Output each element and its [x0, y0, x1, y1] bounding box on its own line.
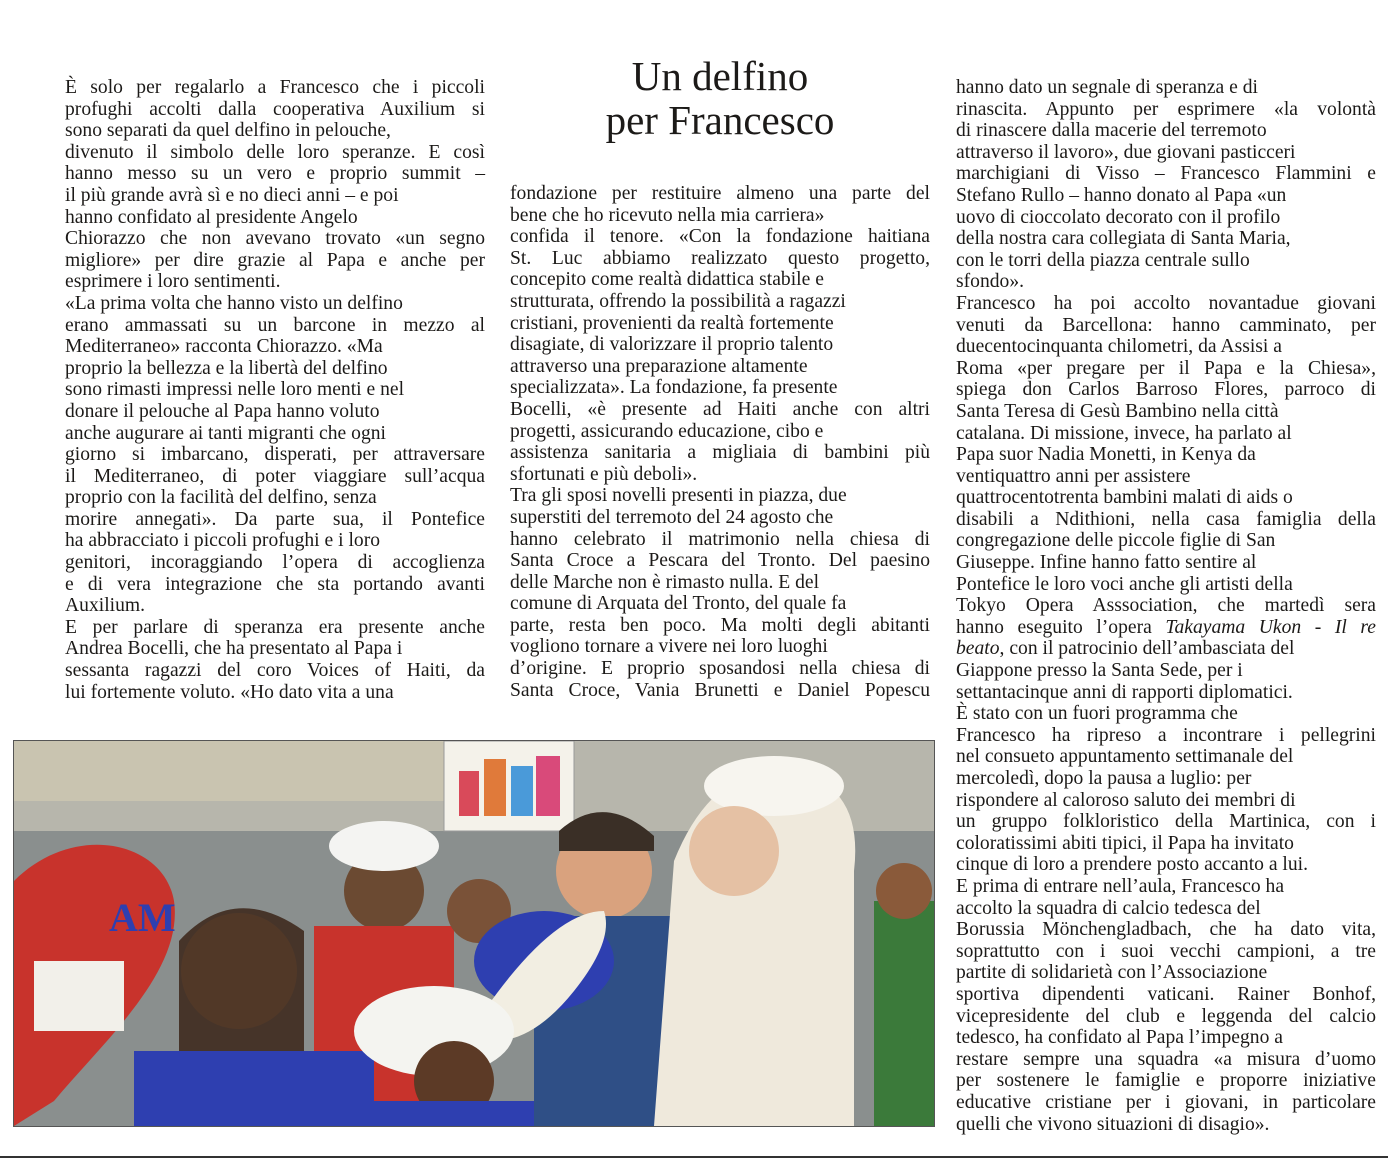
text-line: coloratissimi abiti tipici, il Papa ha invitato — [956, 832, 1294, 854]
column-3-part-b — [956, 660, 1376, 1135]
text-line: concepito come realtà didattica stabile e — [510, 269, 824, 291]
text-line: divenuto il simbolo delle loro speranze. E così — [65, 141, 485, 163]
text-line: Chiorazzo che non avevano trovato «un segno — [65, 228, 485, 250]
opera-title-part-1: Takayama Ukon - Il re — [1165, 616, 1377, 638]
opera-title-part-2: beato — [956, 638, 1000, 660]
text-line: sessanta ragazzi del coro Voices of Haiti, da — [65, 660, 485, 682]
title-line-1: Un delfino — [631, 53, 809, 99]
drawing-building — [459, 771, 479, 816]
drawing-building — [536, 756, 560, 816]
text-line: sono rimasti impressi nelle loro menti e nel — [65, 379, 405, 401]
text-line: sfortunati e più deboli». — [510, 463, 698, 485]
text-line: Giuseppe. Infine hanno fatto sentire al — [956, 552, 1257, 574]
column-1 — [65, 77, 485, 703]
opera-intro: hanno eseguito l’opera — [956, 616, 1166, 638]
text-line: Stefano Rullo – hanno donato al Papa «un — [956, 184, 1287, 206]
child-face — [876, 863, 932, 919]
text-line: E per parlare di speranza era presente anche — [65, 616, 485, 638]
text-line: catalana. Di missione, invece, ha parlato al — [956, 422, 1292, 444]
text-line: E prima di entrare nell’aula, Francesco ha — [956, 875, 1285, 897]
blue-shirt — [134, 1051, 374, 1126]
text-line: Tokyo Opera Asssociation, che martedì sera — [956, 595, 1376, 617]
text-line: vogliono tornare a vivere nei loro luoghi — [510, 636, 828, 658]
text-line: restare sempre una squadra «a misura d’uomo — [956, 1048, 1376, 1070]
heart-logo: AM — [109, 895, 176, 940]
column-3-part-a — [956, 77, 1376, 617]
pope-face — [689, 806, 779, 896]
text-line: Francesco ha ripreso a incontrare i pellegrini — [956, 724, 1376, 746]
text-line: il Mediterraneo, di poter viaggiare sull’acqua — [65, 465, 485, 487]
text-line: Santa Croce, Vania Brunetti e Daniel Popescu — [510, 679, 930, 701]
text-line: Bocelli, «è presente ad Haiti anche con altri — [510, 398, 930, 420]
text-line: profughi accolti dalla cooperativa Auxilium si — [65, 98, 485, 120]
text-line: Papa suor Nadia Monetti, in Kenya da — [956, 444, 1256, 466]
text-line: hanno celebrato il matrimonio nella chiesa di — [510, 528, 930, 550]
text-line: Giappone presso la Santa Sede, per i — [956, 660, 1243, 682]
text-line: Auxilium. — [65, 595, 146, 617]
heart-note — [34, 961, 124, 1031]
girl-hair — [179, 908, 304, 1071]
article-title — [560, 54, 880, 142]
text-line: giorno si imbarcano, disperati, per attraversare — [65, 444, 485, 466]
text-line: donare il pelouche al Papa hanno voluto — [65, 400, 380, 422]
text-line: marchigiani di Visso – Francesco Flammini e — [956, 163, 1376, 185]
text-line: duecentocinquanta chilometri, da Assisi a — [956, 336, 1282, 358]
text-line: sportiva dipendenti vaticani. Rainer Bonhof, — [956, 983, 1376, 1005]
text-line: È stato con un fuori programma che — [956, 703, 1238, 725]
text-line: e di vera integrazione che sta portando avanti — [65, 573, 485, 595]
text-line: quelli che vivono situazioni di disagio». — [956, 1113, 1270, 1135]
text-line: un gruppo folkloristico della Martinica, con i — [956, 811, 1376, 833]
text-line: Tra gli sposi novelli presenti in piazza, due — [510, 485, 847, 507]
text-line: migliore» per dire grazie al Papa e anche per — [65, 249, 485, 271]
column-3 — [956, 77, 1376, 1135]
text-line: Santa Croce a Pescara del Tronto. Del paesino — [510, 550, 930, 572]
text-line: genitori, incoraggiando l’opera di accoglienza — [65, 552, 485, 574]
text-line: hanno dato un segnale di speranza e di — [956, 77, 1258, 98]
text-line: «La prima volta che hanno visto un delfino — [65, 292, 403, 314]
text-line: fondazione per restituire almeno una parte del — [510, 183, 930, 204]
text-line: comune di Arquata del Tronto, del quale fa — [510, 593, 847, 615]
column-2 — [510, 183, 930, 701]
text-line: St. Luc abbiamo realizzato questo progetto, — [510, 247, 930, 269]
text-line: hanno messo su un vero e proprio summit – — [65, 163, 485, 185]
text-line: educative cristiane per i giovani, in particolare — [956, 1091, 1376, 1113]
text-line: strutturata, offrendo la possibilità a ragazzi — [510, 290, 846, 312]
text-line: il più grande avrà sì e no dieci anni – e poi — [65, 184, 399, 206]
drawing-building — [484, 759, 506, 816]
text-line: rispondere al caloroso saluto dei membri di — [956, 789, 1296, 811]
text-line: venuti da Barcellona: hanno camminato, per — [956, 314, 1376, 336]
text-line: della nostra cara collegiata di Santa Maria, — [956, 228, 1291, 250]
text-line: congregazione delle piccole figlie di San — [956, 530, 1276, 552]
text-line: bene che ho ricevuto nella mia carriera» — [510, 204, 825, 226]
text-line: progetti, assicurando educazione, cibo e — [510, 420, 824, 442]
text-line: Roma «per pregare per il Papa e la Chiesa», — [956, 357, 1376, 379]
text-line: ventiquattro anni per assistere — [956, 465, 1191, 487]
text-line: sono separati da quel delfino in pelouche, — [65, 120, 391, 142]
text-line: d’origine. E proprio sposandosi nella chiesa di — [510, 658, 930, 680]
text-line: Mediterraneo» racconta Chiorazzo. «Ma — [65, 336, 383, 358]
text-line: anche augurare ai tanti migranti che ogni — [65, 422, 386, 444]
text-line: cinque di loro a prendere posto accanto a lui. — [956, 854, 1309, 876]
text-line: spiega don Carlos Barroso Flores, parroco di — [956, 379, 1376, 401]
text-line: lui fortemente voluto. «Ho dato vita a una — [65, 681, 394, 703]
photo-illustration — [14, 741, 934, 1126]
text-line: vicepresidente del club e leggenda del calcio — [956, 1005, 1376, 1027]
text-line: Pontefice le loro voci anche gli artisti della — [956, 573, 1293, 595]
text-line — [956, 617, 1376, 639]
text-line: cristiani, provenienti da realtà fortemente — [510, 312, 834, 334]
text-line: hanno confidato al presidente Angelo — [65, 206, 358, 228]
text-line: uovo di cioccolato decorato con il profilo — [956, 206, 1281, 228]
text-line: ha abbracciato i piccoli profughi e i loro — [65, 530, 381, 552]
text-line: Andrea Bocelli, che ha presentato al Papa i — [65, 638, 403, 660]
text-line — [956, 638, 1376, 660]
text-line: settantacinque anni di rapporti diplomatici. — [956, 681, 1293, 703]
text-line: proprio con la facilità del delfino, senza — [65, 487, 377, 509]
text-line: partite di solidarietà con l’Associazione — [956, 962, 1268, 984]
text-line: morire annegati». Da parte sua, il Pontefice — [65, 508, 485, 530]
text-line: attraverso una preparazione altamente — [510, 355, 808, 377]
text-line: disabili a Ndithioni, nella casa famiglia della — [956, 508, 1376, 530]
text-line: tedesco, ha confidato al Papa l’impegno a — [956, 1027, 1283, 1049]
back-wall — [14, 741, 454, 801]
text-line: per sostenere le famiglie e proporre iniziative — [956, 1070, 1376, 1092]
text-line: proprio la bellezza e la libertà del delfino — [65, 357, 388, 379]
green-shirt — [874, 901, 934, 1126]
text-line: sfondo». — [956, 271, 1025, 293]
text-line: specializzata». La fondazione, fa presente — [510, 377, 838, 399]
text-line: nel consueto appuntamento settimanale del — [956, 746, 1294, 768]
text-line: È solo per regalarlo a Francesco che i piccoli — [65, 77, 485, 98]
text-line: quattrocentotrenta bambini malati di aids o — [956, 487, 1293, 509]
opera-outro: , con il patrocinio dell’ambasciata del — [999, 638, 1295, 660]
title-line-2: per Francesco — [605, 97, 835, 143]
text-line: accolto la squadra di calcio tedesca del — [956, 897, 1261, 919]
drawing-building — [511, 766, 533, 816]
text-line: parte, resta ben poco. Ma molti degli abitanti — [510, 614, 930, 636]
text-line: mercoledì, dopo la pausa a luglio: per — [956, 768, 1252, 789]
text-line: erano ammassati su un barcone in mezzo al — [65, 314, 485, 336]
text-line: assistenza sanitaria a migliaia di bambini più — [510, 442, 930, 464]
text-line: esprimere i loro sentimenti. — [65, 271, 281, 293]
text-line: attraverso il lavoro», due giovani pasticceri — [956, 141, 1296, 163]
text-line: Francesco ha poi accolto novantadue giovani — [956, 292, 1376, 314]
text-line: con le torri della piazza centrale sullo — [956, 249, 1250, 271]
text-line: Santa Teresa di Gesù Bambino nella città — [956, 400, 1279, 422]
news-photo — [13, 740, 935, 1127]
blue-shirt — [374, 1101, 534, 1126]
text-line: confida il tenore. «Con la fondazione haitiana — [510, 226, 930, 248]
text-line: superstiti del terremoto del 24 agosto che — [510, 506, 834, 528]
bottom-rule — [0, 1156, 1388, 1158]
text-line: Borussia Mönchengladbach, che ha dato vita, — [956, 919, 1376, 941]
white-cap — [329, 821, 439, 871]
text-line: rinascita. Appunto per esprimere «la volontà — [956, 98, 1376, 120]
text-line: di rinascere dalla macerie del terremoto — [956, 120, 1267, 142]
text-line: soprattutto con i suoi vecchi campioni, a tre — [956, 940, 1376, 962]
text-line: disagiate, di valorizzare il proprio talento — [510, 334, 834, 356]
text-line: delle Marche non è rimasto nulla. E del — [510, 571, 820, 593]
